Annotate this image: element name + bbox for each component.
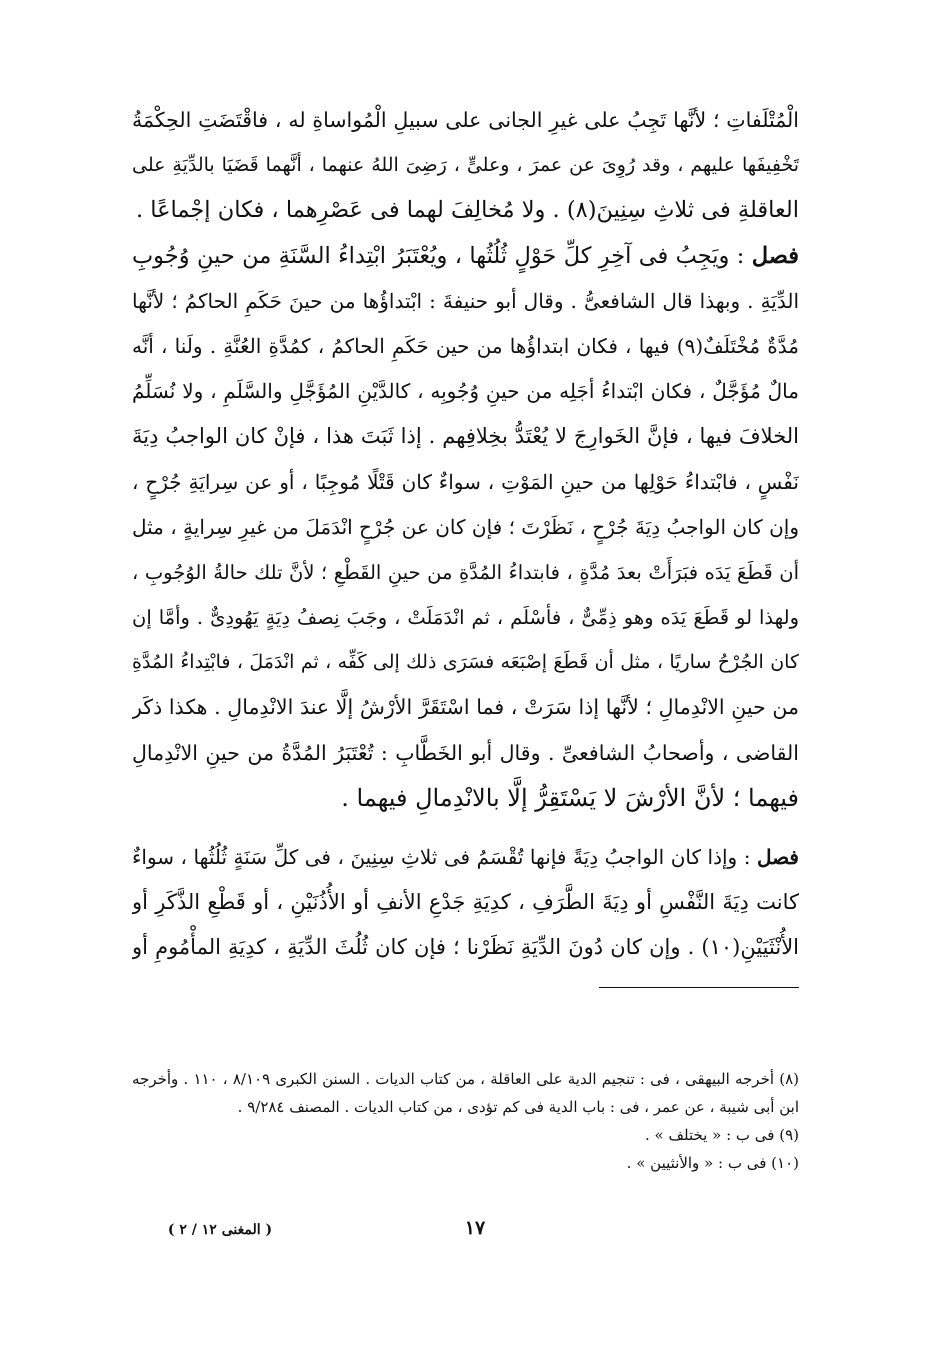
body-text [132,98,799,971]
footnote-line: (٩) فى ب : « يختلف » . [645,1126,799,1144]
paragraph-spacer [132,821,799,835]
text-line: الْمُتْلَفاتِ ؛ لأنَّها تَجِبُ على غيرِ الجانى على سبيلِ الْمُواساةِ له ، فاقْتَضَتِ الحِكْمَةُ [132,108,799,132]
text-line: أن قَطَعَ يَدَه فبَرَأَتْ بعدَ مُدَّةٍ ، فابتداءُ المُدَّةِ من حينِ القَطْعِ ؛ لأنَّ تلك حالةُ الوُجُوبِ ، [132,560,799,584]
text-line: تَخْفِيفَها عليهم ، وقد رُوِىَ عن عمرَ ، وعلىٍّ ، رَضِىَ اللهُ عنهما ، أنَّهما قَضَيَا بالدِّيَةِ على [132,154,799,177]
paragraph-3 [132,835,799,971]
text-line: العاقلةِ فى ثلاثِ سِنِينَ(٨) . ولا مُخالِفَ لهما فى عَصْرِهما ، فكان إجْماعًا . [135,197,799,224]
paragraph-1 [132,98,799,234]
footnote-separator [599,987,799,988]
text-line: الأُنْثَيَيْنِ(١٠) . وإن كان دُونَ الدِّيَةِ نَظَرْنا ؛ فإن كان ثُلُثَ الدِّيَةِ ، كدِيَةِ المأْمُومِ أو [132,935,799,960]
footnote-line: ابن أبى شيبة ، عن عمر ، فى : باب الدية فى كم تؤدى ، من كتاب الديات . المصنف ٩/٢٨٤ . [237,1098,799,1116]
text-line: وإن كان الواجبُ دِيَةَ جُرْحٍ ، نَظَرْتَ ؛ فإن كان عن جُرْحٍ انْدَمَلَ من غيرِ سِرايةٍ ، مثل [132,514,799,539]
footnotes [132,1065,799,1177]
text-line: كان الجُرْحُ ساريًا ، مثل أن قَطَعَ إصْبَعَه فسَرَى ذلك إلى كَفِّه ، ثم انْدَمَلَ ، فابْتِداءُ المُدَّةِ [132,651,799,674]
section-heading: فصل [756,845,799,869]
paragraph-2 [132,234,799,821]
text-line: فيهما ؛ لأنَّ الأرْشَ لا يَسْتَقِرُّ إلَّا بالانْدِمالِ فيهما . [341,783,799,812]
footnote-line: (٨) أخرجه البيهقى ، فى : تنجيم الدية على العاقلة ، من كتاب الديات . السنن الكبرى ٨/١٠٩ ، ١١٠ . وأخرجه [132,1070,799,1088]
text-line: نَفْسٍ ، فابْتداءُ حَوْلِها من حينِ المَوْتِ ، سواءٌ كان قَتْلًا مُوجِبًا ، أو عن سِرايَةِ جُرْحٍ ، [132,469,799,494]
footnote-line: (١٠) فى ب : « والأنثيين » . [626,1154,799,1172]
text-line: الدِّيَةِ . وبهذا قال الشافعىُّ . وقال أبو حنيفةَ : ابْتداؤُها من حينَ حَكَمِ الحاكمُ ؛ لأنَّها [132,288,799,313]
signature-mark: ( المغنى ١٢ / ٢ ) [167,1222,273,1238]
text-line: مُدَّةٌ مُخْتَلَفٌ(٩) فيها ، فكان ابتداؤُها من حين حَكَمِ الحاكمُ ، كمُدَّةِ العُنَّةِ . ولَنا ، أنَّه [132,333,799,358]
section-heading: فصل [751,242,799,269]
text-line [132,835,799,880]
page-number: ١٧ [464,1217,486,1239]
text-line: ولهذا لو قَطَعَ يَدَه وهو ذِمِّىٌّ ، فأسْلَم ، ثم انْدَمَلَتْ ، وجَبَ نِصفُ دِيَةٍ يَهُودِىٌّ . وأمَّا إن [132,606,799,630]
text-line: القاضى ، وأصحابُ الشافعىِّ . وقال أبو الخَطَّابِ : تُعْتَبَرُ المُدَّةُ من حينِ الانْدِمالِ [132,740,799,765]
text-line: كانت دِيَةَ النَّفْسِ أو دِيَةَ الطَّرَفِ ، كدِيَةِ جَدْعِ الأنفِ أو الأُذُنَيْنِ ، أو قَطْعِ الذَّكَرِ أو [132,890,799,915]
text-line: الخلافَ فيها ، فإنَّ الخَوارِجَ لا يُعْتَدُّ بخِلافِهم . إذا ثَبَتَ هذا ، فإنْ كان الواجبُ دِيَةَ [132,424,799,449]
text-line-content: : وإذا كان الواجبُ دِيَةً فإنها تُقْسَمُ فى ثلاثِ سِنِينَ ، فى كلِّ سَنَةٍ ثُلُثُها ، سواءٌ [132,845,757,869]
text-line: من حينِ الانْدِمالِ ؛ لأنَّها إذا سَرَتْ ، فما اسْتَقَرَّ الأرْشُ إلَّا عندَ الانْدِمالِ . هكذا ذكَر [132,695,799,720]
text-line-content: : ويَجِبُ فى آخِرِ كلِّ حَوْلٍ ثُلُثُها ، ويُعْتَبَرُ ابْتِداءُ السَّنَةِ من حينِ وُجُوبِ [132,242,752,269]
text-line [132,234,799,279]
text-line: مالٌ مُؤَجَّلٌ ، فكان ابْتداءُ أجَلِه من حينِ وُجُوبِه ، كالدَّيْنِ المُؤَجَّلِ والسَّلَمِ ، ولا نُسَلِّمُ [132,379,799,404]
